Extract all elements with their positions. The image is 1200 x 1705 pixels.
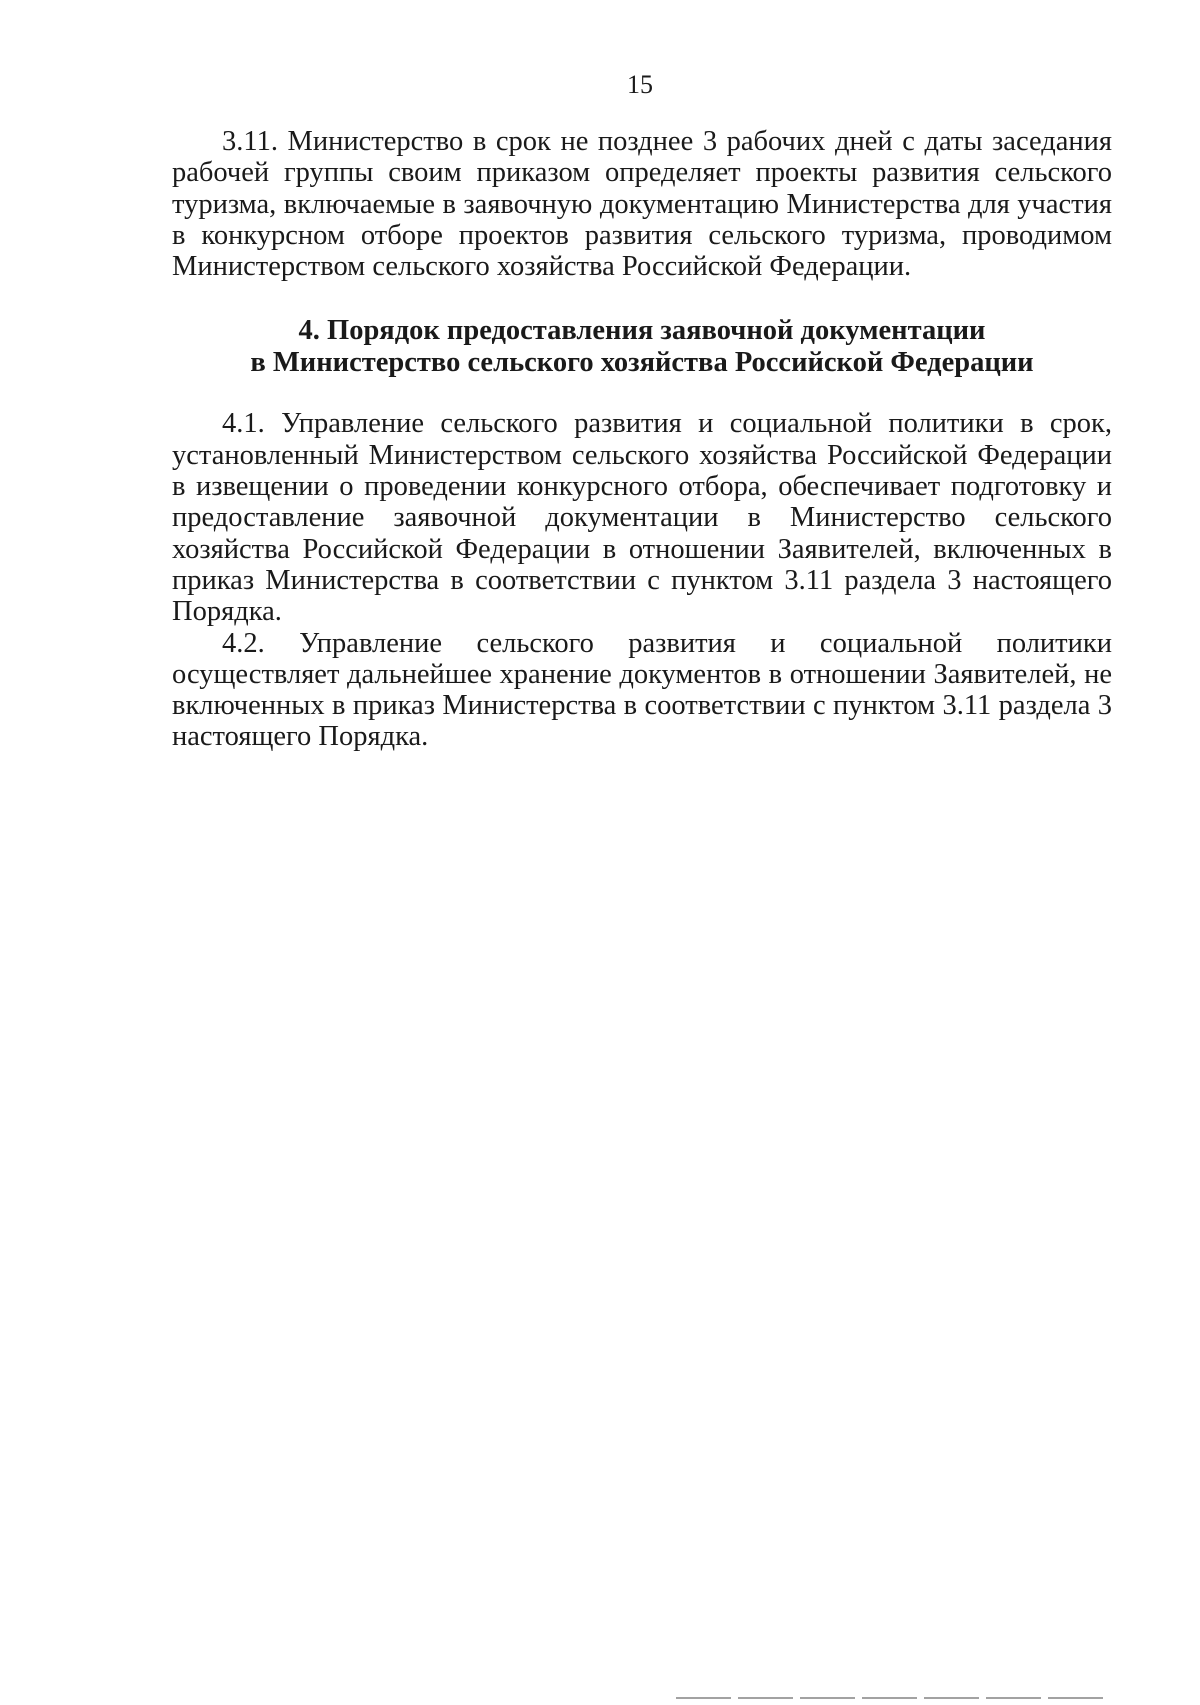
paragraph-4-1: 4.1. Управление сельского развития и социальной политики в срок, установленный Министерством сельского хозяйства Российской Федерации в извещении о проведении конкурсного отбора, обеспечивает подготовку и предоставление заявочной документации в Министерство сельского хозяйства Российской Федерации в отношении Заявителей, включенных в приказ Министерства в соответствии с пунктом 3.11 раздела 3 настоящего Порядка. [172,408,1112,628]
section-4-heading [172,315,1112,379]
section-4-heading-line-1: 4. Порядок предоставления заявочной документации [298,315,986,347]
document-body [172,126,1112,753]
footer-scan-rule [676,1697,1106,1699]
section-4-heading-line-2: в Министерство сельского хозяйства Российской Федерации [250,347,1034,379]
paragraph-3-11: 3.11. Министерство в срок не позднее 3 рабочих дней с даты заседания рабочей группы своим приказом определяет проекты развития сельского туризма, включаемые в заявочную документацию Министерства для участия в конкурсном отборе проектов развития сельского туризма, проводимом Министерством сельского хозяйства Российской Федерации. [172,126,1112,283]
page-number: 15 [627,70,653,99]
paragraph-4-2: 4.2. Управление сельского развития и социальной политики осуществляет дальнейшее хранение документов в отношении Заявителей, не включенных в приказ Министерства в соответствии с пунктом 3.11 раздела 3 настоящего Порядка. [172,627,1112,753]
